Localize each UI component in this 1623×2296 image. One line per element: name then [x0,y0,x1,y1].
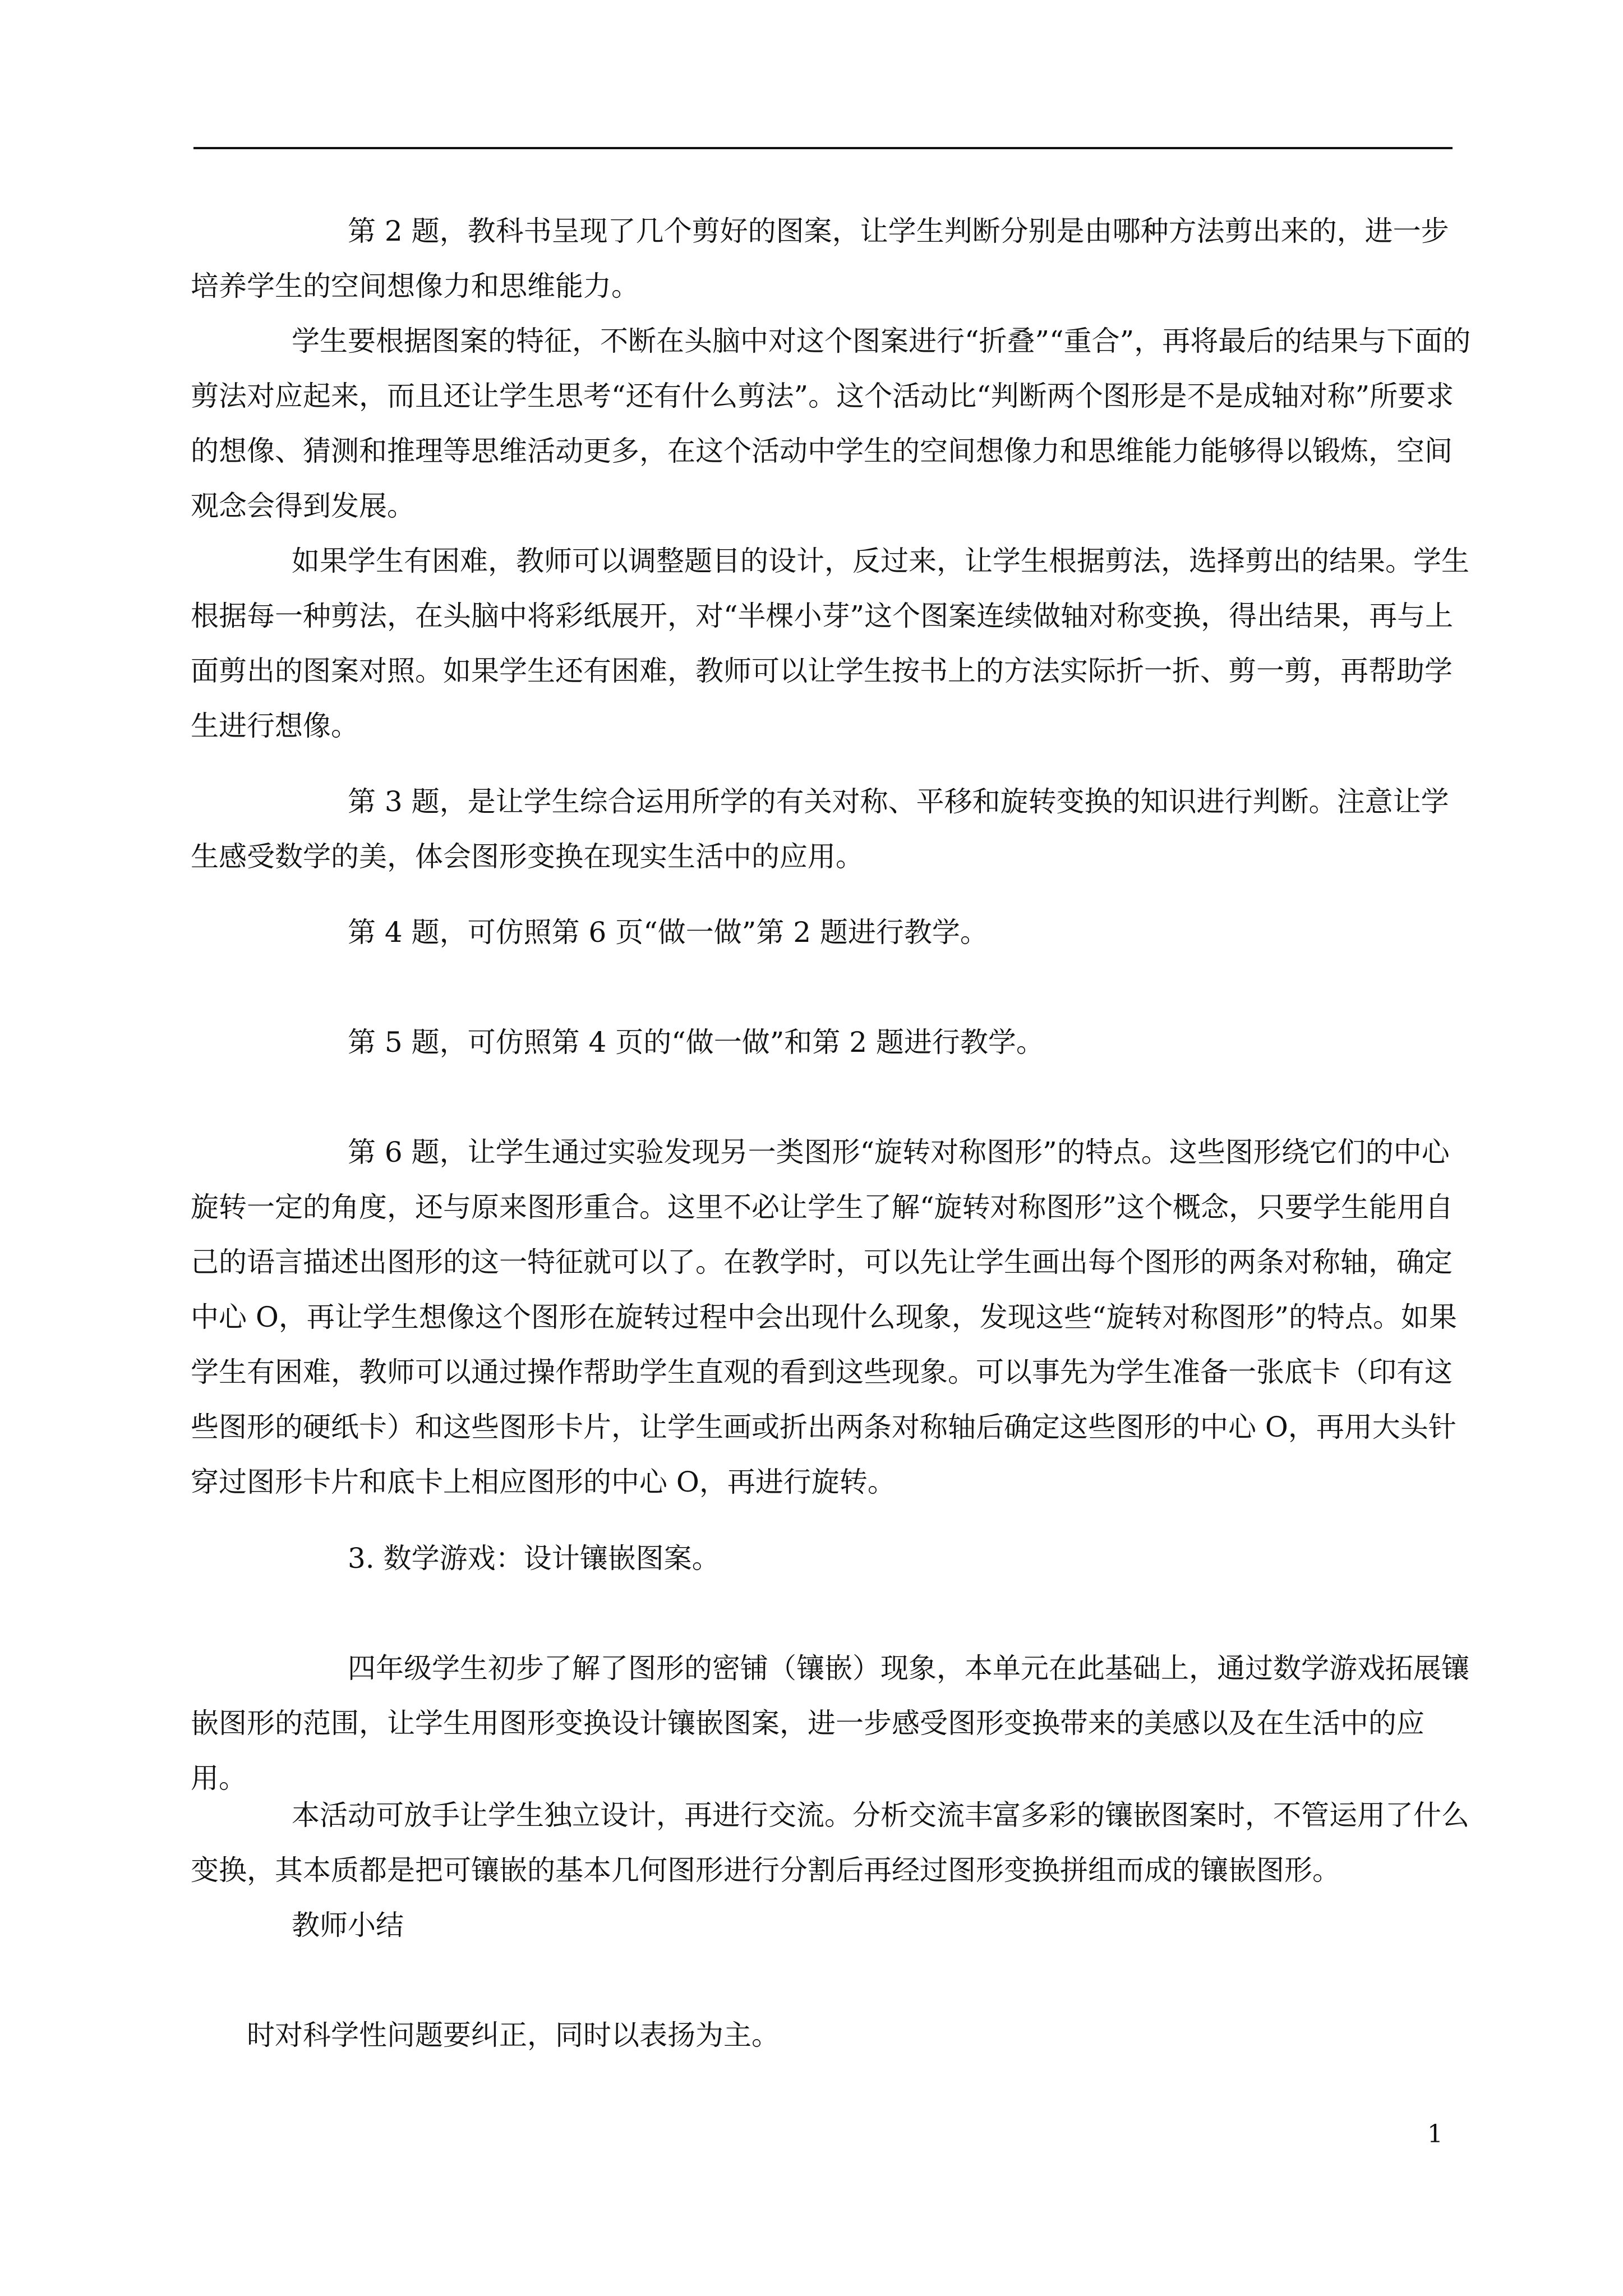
paragraph-problem-2: 第 2 题，教科书呈现了几个剪好的图案，让学生判断分别是由哪种方法剪出来的，进一步培养学生的空间想像力和思维能力。 [191,215,1449,302]
paragraph-tessellation: 四年级学生初步了解了图形的密铺（镶嵌）现象，本单元在此基础上，通过数学游戏拓展镶嵌图形的范围，让学生用图形变换设计镶嵌图案，进一步感受图形变换带来的美感以及在生活中的应用。 [191,1652,1469,1795]
paragraph-activity: 本活动可放手让学生独立设计，再进行交流。分析交流丰富多彩的镶嵌图案时，不管运用了什么变换，其本质都是把可镶嵌的基本几何图形进行分割后再经过图形变换拼组而成的镶嵌图形。 [191,1799,1469,1887]
heading-teacher-summary: 教师小结 [292,1909,404,1941]
paragraph-folding-overlap: 学生要根据图案的特征，不断在头脑中对这个图案进行“折叠”“重合”，再将最后的结果与下面的剪法对应起来，而且还让学生思考“还有什么剪法”。这个活动比“判断两个图形是不是成轴对称”所要求的想像、猜测和推理等思维活动更多，在这个活动中学生的空间想像力和思维能力能够得以锻炼，空间观念会得到发展。 [191,325,1471,522]
section-heading-math-game: 3. 数学游戏：设计镶嵌图案。 [348,1542,720,1575]
paragraph-problem-6: 第 6 题，让学生通过实验发现另一类图形“旋转对称图形”的特点。这些图形绕它们的中心旋转一定的角度，还与原来图形重合。这里不必让学生了解“旋转对称图形”这个概念，只要学生能用自己的语言描述出图形的这一特征就可以了。在教学时，可以先让学生画出每个图形的两条对称轴，确定中心 O，再让学生想像这个图形在旋转过程中会出现什么现象，发现这些“旋转对称图形”的特点。如果学生有困难，教师可以通过操作帮助学生直观的看到这些现象。可以事先为学生准备一张底卡（印有这些图形的硬纸卡）和这些图形卡片，让学生画或折出两条对称轴后确定这些图形的中心 O，再用大头针穿过图形卡片和底卡上相应图形的中心 O，再进行旋转。 [191,1136,1458,1498]
paragraph-problem-5: 第 5 题，可仿照第 4 页的“做一做”和第 2 题进行教学。 [348,1026,1044,1059]
paragraph-problem-4: 第 4 题，可仿照第 6 页“做一做”第 2 题进行教学。 [348,916,988,949]
paragraph-problem-3: 第 3 题，是让学生综合运用所学的有关对称、平移和旋转变换的知识进行判断。注意让学生感受数学的美，体会图形变换在现实生活中的应用。 [191,785,1449,873]
paragraph-closing: 时对科学性问题要纠正，同时以表扬为主。 [247,2019,780,2051]
page-number: 1 [1427,2120,1443,2148]
paragraph-difficulty: 如果学生有困难，教师可以调整题目的设计，反过来，让学生根据剪法，选择剪出的结果。学生根据每一种剪法，在头脑中将彩纸展开，对“半棵小芽”这个图案连续做轴对称变换，得出结果，再与上面剪出的图案对照。如果学生还有困难，教师可以让学生按书上的方法实际折一折、剪一剪，再帮助学生进行想像。 [191,545,1469,742]
header-rule [193,147,1453,149]
